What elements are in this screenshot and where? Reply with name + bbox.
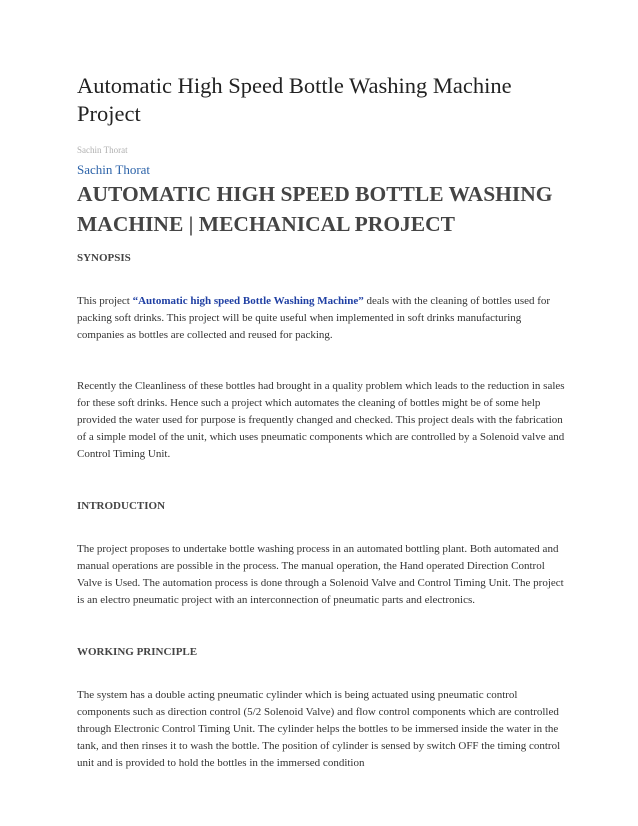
article-heading: AUTOMATIC HIGH SPEED BOTTLE WASHING MACHINE | MECHANICAL PROJECT (77, 182, 553, 236)
working-principle-paragraph: The system has a double acting pneumatic cylinder which is being actuated using pneumatic control components such as direction control (5/2 Solenoid Valve) and flow control components which are controlled through Electronic Control Timing Unit. The cylinder helps the bottles to be immersed inside the water in the tank, and then rinses it to wash the bottle. The position of cylinder is sensed by switch OFF the timing control unit and is provided to hold the bottles in the immersed condition (77, 689, 561, 769)
synopsis-paragraph-2: Recently the Cleanliness of these bottles had brought in a quality problem which leads to the reduction in sales for these soft drinks. Hence such a project which automates the cleaning of bottles might be of some help provided the water used for purpose is frequently changed and checked. This project deals with the fabrication of a simple model of the unit, which uses pneumatic components which are controlled by a Solenoid valve and Control Timing Unit. (77, 380, 565, 460)
author-name-small: Sachin Thorat (77, 145, 128, 155)
project-name-highlight: “Automatic high speed Bottle Washing Machine” (132, 295, 364, 307)
synopsis-paragraph-1 (77, 293, 567, 344)
synopsis-text-after: deals with the cleaning of bottles used for packing soft drinks. This project will be quite useful when implemented in soft drinks manufacturing companies as bottles are collected and reused for packing. (77, 295, 551, 341)
introduction-heading: INTRODUCTION (77, 500, 166, 512)
document-title: Automatic High Speed Bottle Washing Machine Project (77, 73, 512, 126)
working-principle-heading: WORKING PRINCIPLE (77, 646, 198, 658)
synopsis-text-before: This project (77, 295, 133, 307)
document-page (77, 72, 567, 772)
author-link[interactable]: Sachin Thorat (77, 162, 151, 177)
synopsis-heading: SYNOPSIS (77, 252, 131, 264)
introduction-paragraph: The project proposes to undertake bottle washing process in an automated bottling plant. Both automated and manual operations are possible in the process. The manual operation, the Hand operated Direction Control Valve is Used. The automation process is done through a Solenoid Valve and Control Timing Unit. The project is an electro pneumatic project with an interconnection of pneumatic parts and electronics. (77, 543, 564, 606)
